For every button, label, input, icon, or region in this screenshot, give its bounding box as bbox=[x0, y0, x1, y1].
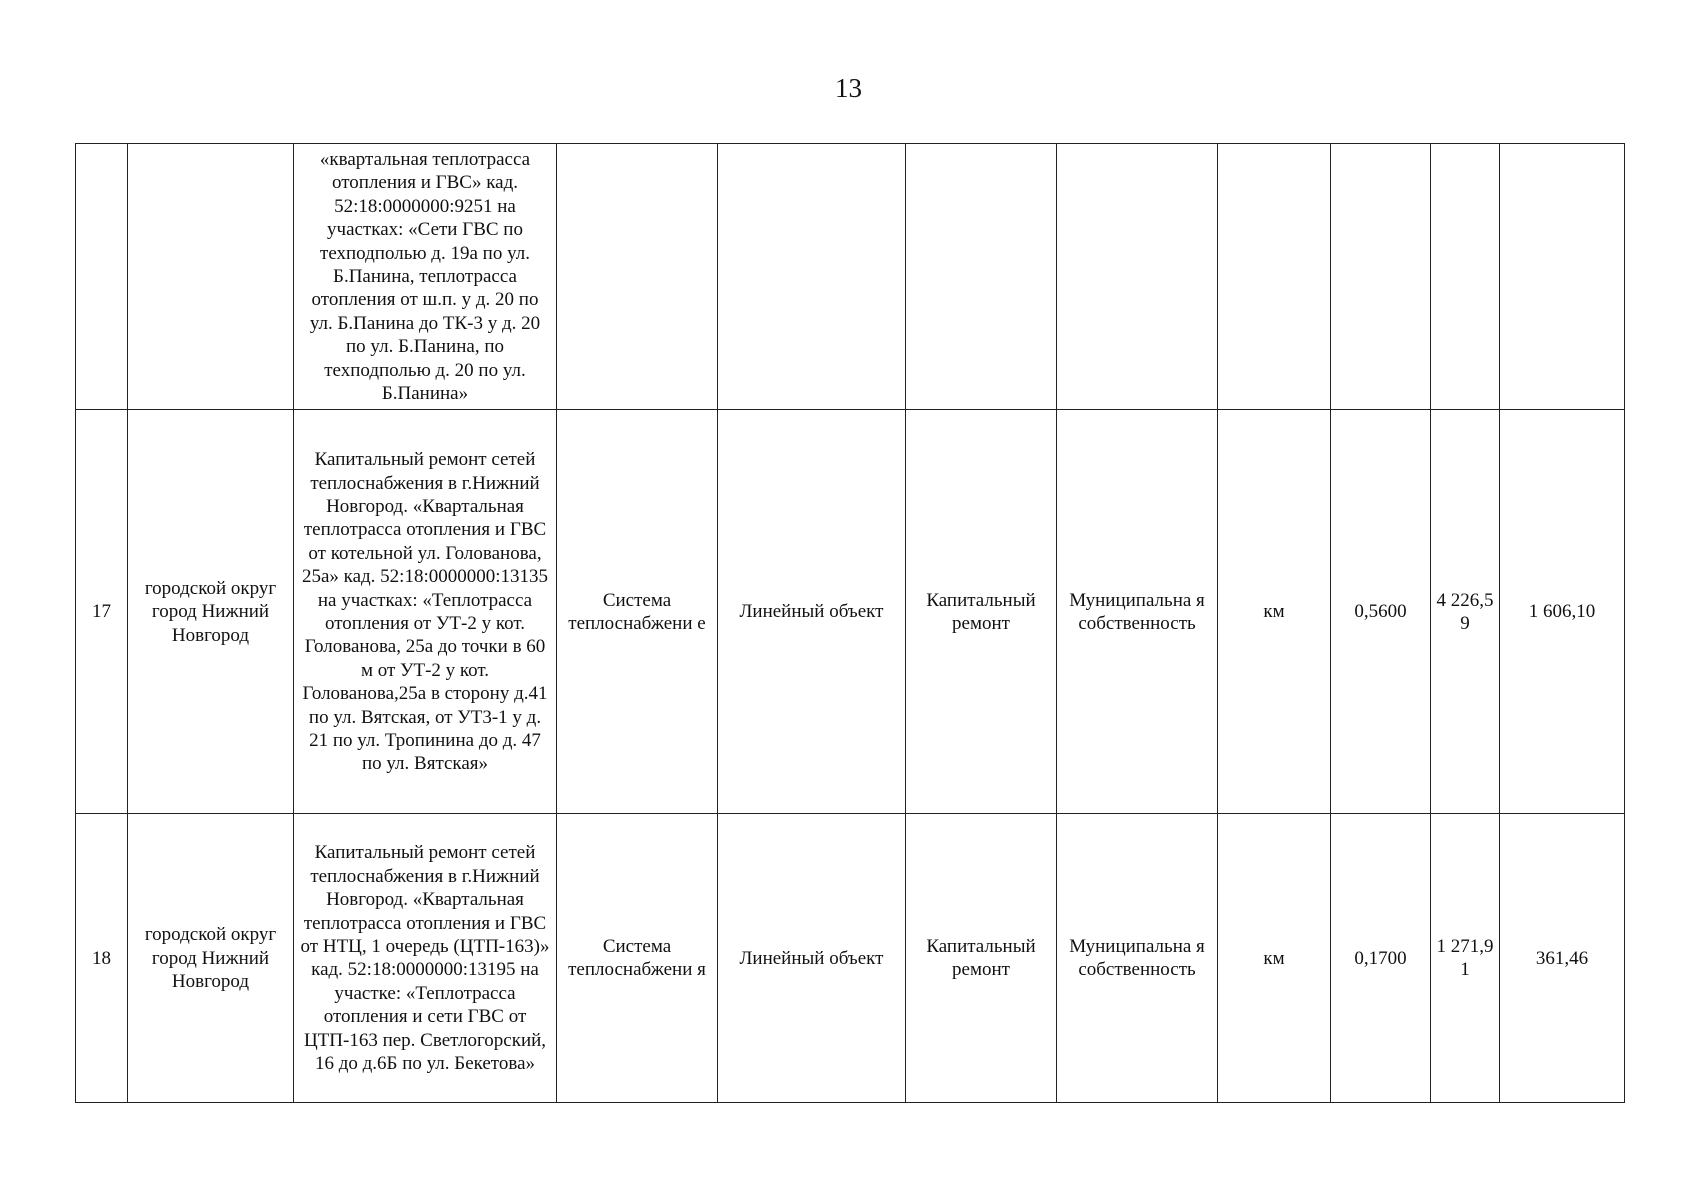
unit-cell: км bbox=[1218, 814, 1331, 1103]
row-number-cell: 17 bbox=[76, 410, 128, 814]
value-a-cell bbox=[1431, 144, 1500, 410]
work-type-cell bbox=[906, 144, 1057, 410]
ownership-cell: Муниципальна я собственность bbox=[1057, 410, 1218, 814]
unit-cell bbox=[1218, 144, 1331, 410]
work-type-cell: Капитальный ремонт bbox=[906, 410, 1057, 814]
unit-cell: км bbox=[1218, 410, 1331, 814]
value-a-cell: 4 226,5 9 bbox=[1431, 410, 1500, 814]
length-cell bbox=[1331, 144, 1431, 410]
value-b-cell bbox=[1500, 144, 1625, 410]
description-cell: Капитальный ремонт сетей теплоснабжения в г.Нижний Новгород. «Квартальная теплотрасса отопления и ГВС от НТЦ, 1 очередь (ЦТП-163)» кад. 52:18:0000000:13195 на участке: «Теплотрасса отопления и сети ГВС от ЦТП-163 пер. Светлогорский, 16 до д.6Б по ул. Бекетова» bbox=[294, 814, 557, 1103]
municipality-cell: городской округ город Нижний Новгород bbox=[128, 410, 294, 814]
table-row bbox=[76, 144, 1625, 410]
length-cell: 0,1700 bbox=[1331, 814, 1431, 1103]
row-number-cell bbox=[76, 144, 128, 410]
system-cell: Система теплоснабжени е bbox=[557, 410, 718, 814]
projects-table bbox=[75, 143, 1625, 1103]
system-cell: Система теплоснабжени я bbox=[557, 814, 718, 1103]
row-number-cell: 18 bbox=[76, 814, 128, 1103]
value-b-cell: 1 606,10 bbox=[1500, 410, 1625, 814]
object-type-cell: Линейный объект bbox=[718, 814, 906, 1103]
object-type-cell bbox=[718, 144, 906, 410]
municipality-cell bbox=[128, 144, 294, 410]
work-type-cell: Капитальный ремонт bbox=[906, 814, 1057, 1103]
object-type-cell: Линейный объект bbox=[718, 410, 906, 814]
value-a-cell: 1 271,9 1 bbox=[1431, 814, 1500, 1103]
table-row bbox=[76, 410, 1625, 814]
page-number: 13 bbox=[835, 73, 862, 103]
description-cell: Капитальный ремонт сетей теплоснабжения в г.Нижний Новгород. «Квартальная теплотрасса отопления и ГВС от котельной ул. Голованова, 25а» кад. 52:18:0000000:13135 на участках: «Теплотрасса отопления от УТ-2 у кот. Голованова, 25а до точки в 60 м от УТ-2 у кот. Голованова,25а в сторону д.41 по ул. Вятская, от УТ3-1 у д. 21 по ул. Тропинина до д. 47 по ул. Вятская» bbox=[294, 410, 557, 814]
ownership-cell: Муниципальна я собственность bbox=[1057, 814, 1218, 1103]
ownership-cell bbox=[1057, 144, 1218, 410]
municipality-cell: городской округ город Нижний Новгород bbox=[128, 814, 294, 1103]
table-row bbox=[76, 814, 1625, 1103]
length-cell: 0,5600 bbox=[1331, 410, 1431, 814]
description-cell: «квартальная теплотрасса отопления и ГВС» кад. 52:18:0000000:9251 на участках: «Сети ГВС по техподполью д. 19а по ул. Б.Панина, теплотрасса отопления от ш.п. у д. 20 по ул. Б.Панина до ТК-3 у д. 20 по ул. Б.Панина, по техподполью д. 20 по ул. Б.Панина» bbox=[294, 144, 557, 410]
system-cell bbox=[557, 144, 718, 410]
value-b-cell: 361,46 bbox=[1500, 814, 1625, 1103]
